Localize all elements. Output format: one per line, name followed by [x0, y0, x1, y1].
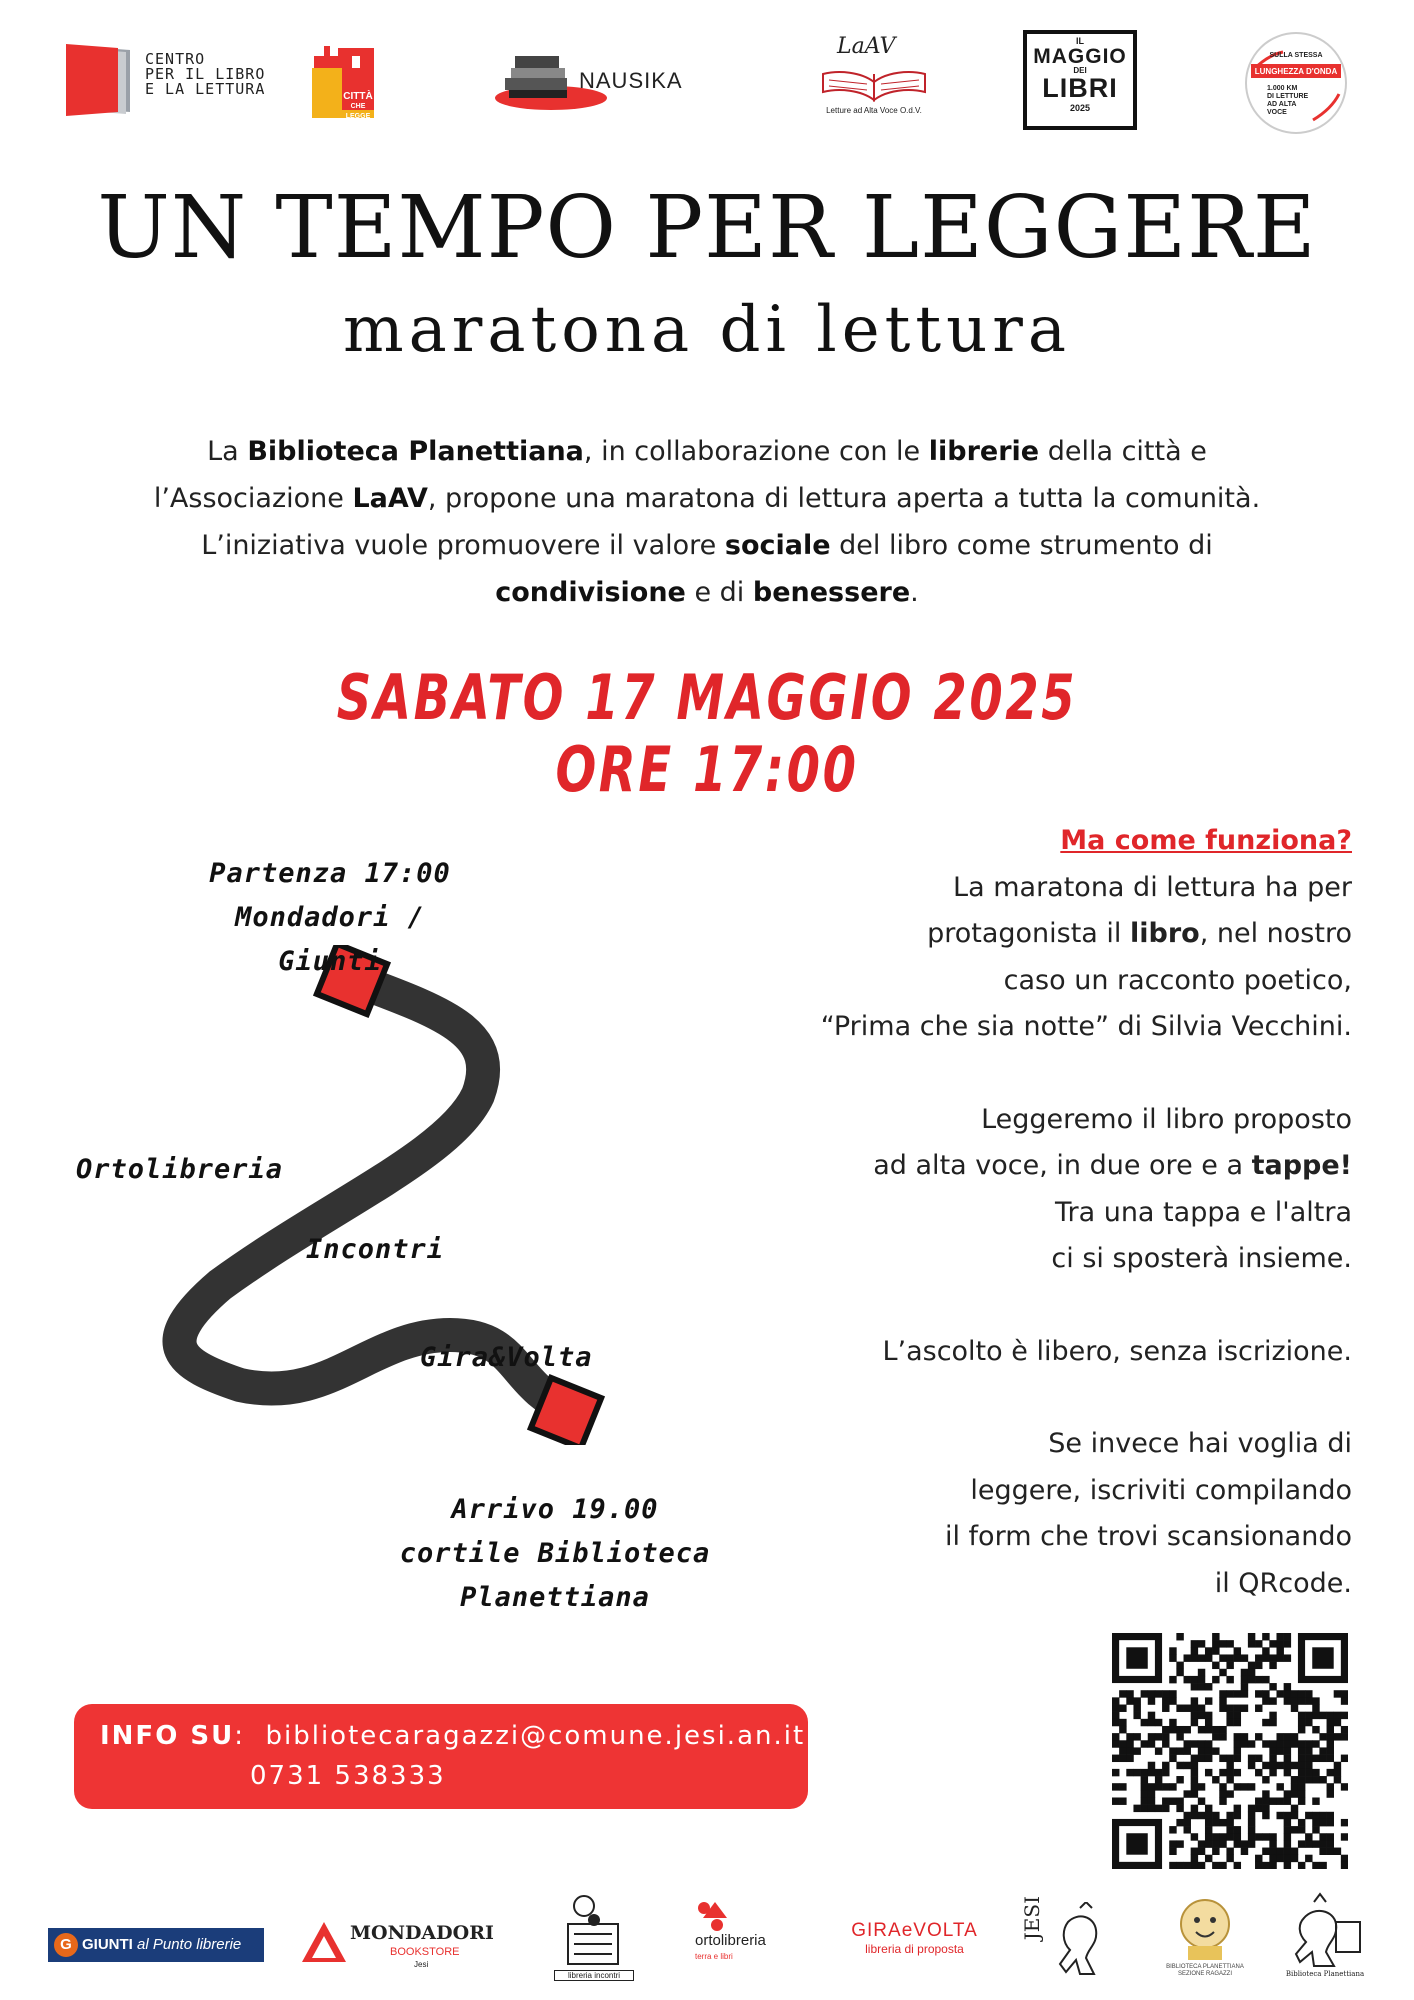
nausika-logo: [495, 48, 705, 114]
cpl-logo-text: CENTRO PER IL LIBRO E LA LETTURA: [145, 50, 266, 98]
mondadori-logo: MONDADORI BOOKSTORE Jesi: [302, 1918, 498, 1974]
route-stop-incontri: Incontri: [306, 1234, 445, 1265]
citta-che-legge-logo: CITTÀ CHE LEGGE: [304, 42, 384, 122]
route-stop-ortolibreria: Ortolibreria: [76, 1154, 284, 1185]
cpl-logo-mark: [66, 42, 132, 116]
route-path: [120, 945, 680, 1445]
gira-e-volta-logo: GIRAeVOLTA libreria di proposta: [851, 1920, 978, 1956]
libreria-incontri-logo: libreria incontri: [554, 1890, 632, 1986]
biblioteca-ragazzi-logo: BIBLIOTECA PLANETTIANA SEZIONE RAGAZZI: [1162, 1894, 1248, 1984]
giunti-logo: G GIUNTI al Punto librerie: [48, 1928, 264, 1962]
event-day: SABATO 17 MAGGIO 2025: [336, 661, 1078, 734]
maggio-dei-libri-logo: IL MAGGIO DEI LIBRI 2025: [1023, 30, 1137, 130]
qr-code[interactable]: [1112, 1633, 1348, 1869]
route-stop-gira-volta: Gira&Volta: [420, 1342, 593, 1373]
laav-caption: Letture ad Alta Voce O.d.V.: [826, 106, 922, 115]
route-end-label: Arrivo 19.00 cortile Biblioteca Planettiana: [399, 1494, 711, 1613]
page-title: UN TEMPO PER LEGGERE: [97, 178, 1317, 278]
info-email-link[interactable]: bibliotecaragazzi@comune.jesi.an.it: [265, 1721, 806, 1751]
ortolibreria-logo: ortolibreria terra e libri: [695, 1898, 795, 1970]
laav-logo: [815, 34, 933, 120]
how-it-works-heading: Ma come funziona?: [1060, 825, 1352, 856]
laav-wordmark: LaAV: [837, 34, 896, 59]
intro-paragraph: La Biblioteca Planettiana, in collaborazione con le librerie della città e l’Associazione LaAV, propone una maratona di lettura aperta a tutta la comunità. L’iniziativa vuole promuovere il valore sociale del libro come strumento di condivisione e di benessere.: [153, 436, 1261, 608]
info-label: INFO SU: [100, 1721, 235, 1751]
how-it-works: Ma come funziona? La maratona di lettura ha per protagonista il libro, nel nostro caso un racconto poetico, “Prima che sia notte” di Silvia Vecchini. Leggeremo il libro proposto ad alta voce, in due ore e a tappe! Tra una tappa e l'altra ci si sposterà insieme. L’ascolto è libero, senza iscrizione. Se invece hai voglia di leggere, iscriviti compilando il form che trovi scansionando il QRcode.: [712, 818, 1352, 1607]
biblioteca-planettiana-logo: Biblioteca Planettiana: [1284, 1892, 1366, 1986]
event-date: [99, 662, 1315, 806]
nausika-wordmark: NAUSIKA: [579, 68, 683, 93]
page-subtitle: maratona di lettura: [342, 293, 1072, 367]
route-start-label: Partenza 17:00 Mondadori / Giunti: [209, 858, 451, 977]
info-box: INFO SU: bibliotecaragazzi@comune.jesi.an.it 0731 538333: [74, 1704, 808, 1809]
info-phone[interactable]: 0731 538333: [250, 1761, 446, 1791]
event-time: ORE 17:00: [555, 733, 859, 806]
comune-jesi-logo: JESI: [1020, 1896, 1112, 1982]
lunghezza-d-onda-logo: SULLA STESSA LUNGHEZZA D'ONDA 1.000 KM DI LETTURE AD ALTA VOCE: [1243, 30, 1349, 136]
